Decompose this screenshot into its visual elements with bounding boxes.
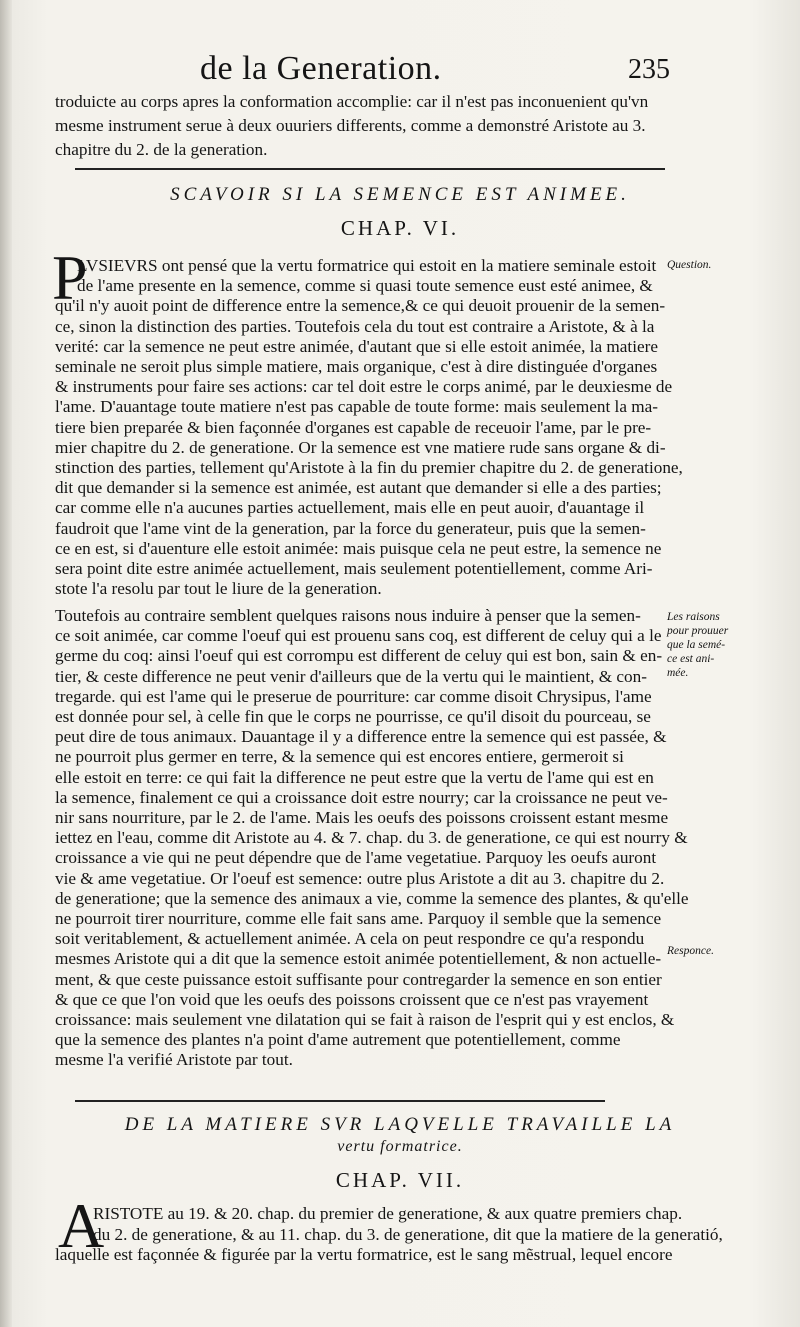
chapter-heading: CHAP. VII. <box>335 1168 465 1192</box>
text-line: sera point dite estre animée actuellement, mais seulement potentiellement, comme Ari- <box>55 559 653 578</box>
margin-line: que la semé- <box>667 639 726 651</box>
text-line: stote l'a resolu par tout le liure de la generation. <box>55 579 382 599</box>
text-line: elle estoit en terre: ce qui fait la difference ne peut estre que la vertu de l'ame qui est en <box>55 767 654 787</box>
text-line: l'ame. D'auantage toute matiere n'est pas capable de toute forme: mais seulement la ma- <box>55 397 658 417</box>
margin-line: mée. <box>667 667 689 679</box>
text-line: tiere bien preparée & bien façonnée d'organes est capable de receuoir l'ame, par le pre- <box>55 417 652 437</box>
text-line: qu'il n'y auoit point de difference entre la semence,& ce qui deuoit prouenir de la semen- <box>55 296 666 316</box>
text-line: ne pourroit plus germer en terre, & la semence qui est encores entiere, germeroit si <box>55 747 624 767</box>
text-line: vie & ame vegetatiue. Or l'oeuf est semence: outre plus Aristote a dit au 3. chapitre du 2. <box>55 868 665 888</box>
text-line: mesme l'a verifié Aristote par tout. <box>55 1050 293 1070</box>
section-subtitle: vertu formatrice. <box>337 1138 463 1155</box>
section-divider <box>75 168 665 170</box>
section-divider <box>75 1100 605 1102</box>
text-line: ment, & que ceste puissance estoit suffisante pour contregarder la semence en son entier <box>55 969 662 989</box>
text-line: iettez en l'eau, comme dit Aristote au 4. & 7. chap. du 3. de generatione, ce qui est nourry & <box>55 828 688 848</box>
text-line: la semence, finalement ce qui a croissance doit estre nourry; car la croissance ne peut ve- <box>55 787 668 807</box>
drop-cap: A <box>58 1190 105 1261</box>
text-line: ce en est, si d'auenture elle estoit animée: mais puisque cela ne peut estre, la semence ne <box>55 538 662 558</box>
text-line: dit que demander si la semence est animée, est autant que demander si elle a des parties; <box>55 478 662 498</box>
margin-note-raisons <box>667 610 772 680</box>
text-line: nir sans nourriture, par le 2. de l'ame. Mais les oeufs des poissons croissent estant mesme <box>55 808 669 827</box>
text-line: ce, sinon la distinction des parties. Toutefois cela du tout est contraire a Aristote, & à la <box>55 316 655 336</box>
margin-line: pour prouuer <box>667 625 729 637</box>
text-line: peut dire de tous animaux. Dauantage il y a difference entre la semence qui est passée, & <box>55 727 667 747</box>
text-line: RISTOTE au 19. & 20. chap. du premier de generatione, & aux quatre premiers chap. <box>93 1204 683 1223</box>
text-line: laquelle est façonnée & figurée par la vertu formatrice, est le sang mẽstrual, lequel encore <box>55 1245 673 1264</box>
text-line: de l'ame presente en la semence, comme si quasi toute semence eust esté animee, & <box>77 276 653 296</box>
text-line: LVSIEVRS ont pensé que la vertu formatrice qui estoit en la matiere seminale estoit <box>77 256 657 275</box>
text-line: du 2. de generatione, & au 11. chap. du 3. de generatione, dit que la matiere de la generatió, <box>93 1224 723 1244</box>
page-number: 235 <box>628 54 670 85</box>
margin-line: ce est ani- <box>667 653 715 665</box>
text-line: tregarde. qui est l'ame qui le preserue de pourriture: car comme disoit Chrysipus, l'ame <box>55 686 652 706</box>
text-line: seminale ne seroit plus simple matiere, mais organique, c'est à dire distinguée d'organes <box>55 357 658 376</box>
text-line: soit veritablement, & actuellement animée. A cela on peut respondre ce qu'a respondu <box>55 929 645 949</box>
text-line: car comme elle n'a aucunes parties actuellement, mais elle en peut auoir, d'auantage il <box>55 498 645 518</box>
text-line: croissance: mais seulement vne dilatation qui se fait à raison de l'esprit qui y est enclos, & <box>55 1010 675 1029</box>
text-line: est donnée pour sel, à celle fin que le corps ne pourrisse, ce qu'il disoit du pourceau, se <box>55 707 651 726</box>
text-line: de generatione; que la semence des animaux a vie, comme la semence des plantes, & qu'elle <box>55 888 689 908</box>
text-line: mesmes Aristote qui a dit que la semence estoit animée potentiellement, & non actuelle- <box>55 949 662 969</box>
text-line: Toutefois au contraire semblent quelques raisons nous induire à penser que la semen- <box>55 606 641 625</box>
section-title: SCAVOIR SI LA SEMENCE EST ANIMEE. <box>170 184 630 205</box>
margin-note-question: Question. <box>667 259 712 271</box>
margin-line: Les raisons <box>667 611 720 623</box>
text-line: & que ce que l'on void que les oeufs des poissons croissent que ce n'est pas vrayement <box>55 989 649 1009</box>
text-line: & instruments pour faire ses actions: car tel doit estre le corps animé, par le deuxiesme de <box>55 377 673 397</box>
text-line: que la semence des plantes n'a point d'ame autrement que potentiellement, comme <box>55 1030 621 1050</box>
margin-note-response: Responce. <box>667 945 714 957</box>
chapter-heading: CHAP. VI. <box>340 216 460 240</box>
text-line: ne pourroit tirer nourriture, comme elle fait sans ame. Parquoy il semble que la semence <box>55 909 662 928</box>
text-line: faudroit que l'ame vint de la generation, par la force du generateur, puis que la semen- <box>55 518 646 538</box>
running-title: de la Generation. <box>200 50 442 87</box>
drop-cap: P <box>52 242 88 313</box>
text-line: tier, & ceste difference ne peut venir d'ailleurs que de la vertu qui le maintient, & con- <box>55 666 647 686</box>
section-title: DE LA MATIERE SVR LAQVELLE TRAVAILLE LA <box>124 1114 676 1135</box>
intro-line: chapitre du 2. de la generation. <box>55 140 268 159</box>
text-line: mier chapitre du 2. de generatione. Or la semence est vne matiere rude sans organe & di- <box>55 437 666 457</box>
text-line: stinction des parties, tellement qu'Aristote à la fin du premier chapitre du 2. de generatione, <box>55 458 683 477</box>
intro-line: mesme instrument serue à deux ouuriers differents, comme a demonstré Aristote au 3. <box>55 116 646 135</box>
intro-line: troduicte au corps apres la conformation accomplie: car il n'est pas inconuenient qu'vn <box>55 92 649 111</box>
text-line: ce soit animée, car comme l'oeuf qui est prouenu sans coq, est different de celuy qui a le <box>55 626 662 646</box>
text-line: verité: car la semence ne peut estre animée, d'autant que si elle estoit animée, la matiere <box>55 336 658 356</box>
text-line: germe du coq: ainsi l'oeuf qui est corrompu est different de celuy qui est bon, sain & en- <box>55 646 663 666</box>
text-line: croissance a vie qui ne peut dépendre que de l'ame vegetatiue. Parquoy les oeufs auront <box>55 848 657 868</box>
